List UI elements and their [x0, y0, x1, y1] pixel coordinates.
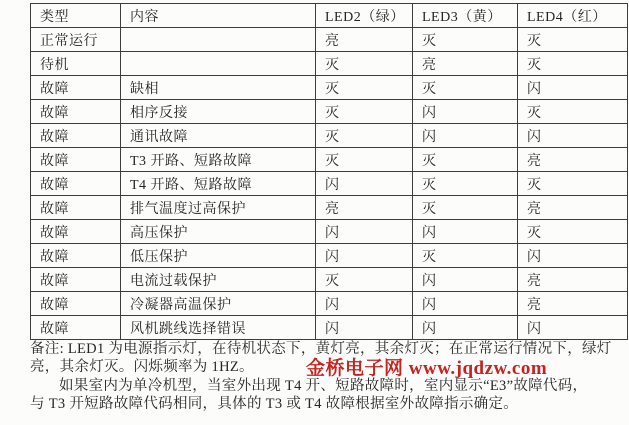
table-cell: 低压保护	[121, 244, 316, 268]
table-cell: 冷凝器高温保护	[121, 292, 316, 316]
table-cell: 正常运行	[31, 28, 121, 52]
table-cell: 闪	[413, 316, 518, 340]
table-row	[31, 316, 628, 340]
table-cell: 通讯故障	[121, 124, 316, 148]
table-row	[31, 268, 628, 292]
table-cell: 故障	[31, 244, 121, 268]
table-cell: 闪	[316, 316, 413, 340]
table-cell: 闪	[316, 172, 413, 196]
table-cell: 待机	[31, 52, 121, 76]
table-row	[31, 100, 628, 124]
table-cell: 灭	[518, 220, 628, 244]
table-cell: 灭	[316, 76, 413, 100]
watermark: 金桥电子网 www.jqdzw.com	[306, 358, 548, 379]
table-cell: 闪	[518, 76, 628, 100]
table-cell: 闪	[413, 292, 518, 316]
table-row	[31, 220, 628, 244]
note-line-4: 与 T3 开短路故障代码相同，具体的 T3 或 T4 故障根据室外故障指示确定。	[30, 396, 519, 413]
table-cell: T3 开路、短路故障	[121, 148, 316, 172]
table-cell: 灭	[316, 124, 413, 148]
table-cell: 故障	[31, 268, 121, 292]
table-cell: 高压保护	[121, 220, 316, 244]
table-cell: 灭	[413, 196, 518, 220]
table-cell: 闪	[413, 100, 518, 124]
column-header: LED2（绿）	[316, 4, 413, 28]
table-cell: 灭	[413, 28, 518, 52]
table-cell: 闪	[518, 316, 628, 340]
table-cell: 灭	[518, 172, 628, 196]
table-cell: 灭	[518, 28, 628, 52]
column-header: LED4（红）	[518, 4, 628, 28]
table-cell: 故障	[31, 220, 121, 244]
note-line-1: 备注: LED1 为电源指示灯，在待机状态下，黄灯亮，其余灯灭；在正常运行情况下，绿灯	[30, 341, 612, 357]
table-cell: 闪	[316, 220, 413, 244]
table-row	[31, 52, 628, 76]
table-cell: 灭	[413, 244, 518, 268]
table-cell: 灭	[413, 76, 518, 100]
table-cell: 故障	[31, 76, 121, 100]
column-header: LED3（黄）	[413, 4, 518, 28]
table-cell: 闪	[316, 292, 413, 316]
table-row	[31, 148, 628, 172]
table-cell: 相序反接	[121, 100, 316, 124]
table-row	[31, 172, 628, 196]
table-cell: 亮	[518, 268, 628, 292]
table-cell: 亮	[316, 28, 413, 52]
table-row	[31, 292, 628, 316]
table-cell: 亮	[518, 148, 628, 172]
table-cell: 故障	[31, 148, 121, 172]
led-status-table	[30, 3, 628, 340]
table-row	[31, 76, 628, 100]
table-cell: 亮	[518, 292, 628, 316]
table-cell: 风机跳线选择错误	[121, 316, 316, 340]
table-cell: 灭	[413, 148, 518, 172]
table-cell: 灭	[413, 172, 518, 196]
table-cell: 亮	[316, 196, 413, 220]
table-cell: 故障	[31, 292, 121, 316]
table-cell: 灭	[316, 268, 413, 292]
table-cell: 故障	[31, 100, 121, 124]
table-cell: 灭	[316, 52, 413, 76]
table-cell: 排气温度过高保护	[121, 196, 316, 220]
table-cell: 灭	[316, 100, 413, 124]
table-cell: 闪	[518, 124, 628, 148]
table-cell: 故障	[31, 124, 121, 148]
table-cell: 闪	[413, 220, 518, 244]
column-header: 类型	[31, 4, 121, 28]
table-cell: 故障	[31, 196, 121, 220]
note-line-2: 亮，其余灯灭。闪烁频率为 1HZ。	[30, 359, 254, 376]
table-cell: 闪	[518, 244, 628, 268]
table-cell	[121, 52, 316, 76]
table-cell: 故障	[31, 172, 121, 196]
led-table-body	[31, 28, 628, 340]
table-cell: T4 开路、短路故障	[121, 172, 316, 196]
table-cell: 闪	[316, 244, 413, 268]
table-cell: 亮	[413, 52, 518, 76]
column-header: 内容	[121, 4, 316, 28]
table-cell: 灭	[316, 148, 413, 172]
table-row	[31, 244, 628, 268]
note-line-3: 如果室内为单冷机型，当室外出现 T4 开、短路故障时，室内显示“E3”故障代码，	[59, 377, 588, 394]
led-table-header-row	[31, 4, 628, 28]
table-row	[31, 124, 628, 148]
table-cell: 故障	[31, 316, 121, 340]
table-row	[31, 28, 628, 52]
table-cell: 闪	[413, 124, 518, 148]
table-cell: 闪	[413, 268, 518, 292]
table-cell: 灭	[518, 100, 628, 124]
table-cell: 缺相	[121, 76, 316, 100]
table-cell	[121, 28, 316, 52]
table-cell: 电流过载保护	[121, 268, 316, 292]
table-row	[31, 196, 628, 220]
table-cell: 灭	[518, 52, 628, 76]
table-cell: 亮	[518, 196, 628, 220]
